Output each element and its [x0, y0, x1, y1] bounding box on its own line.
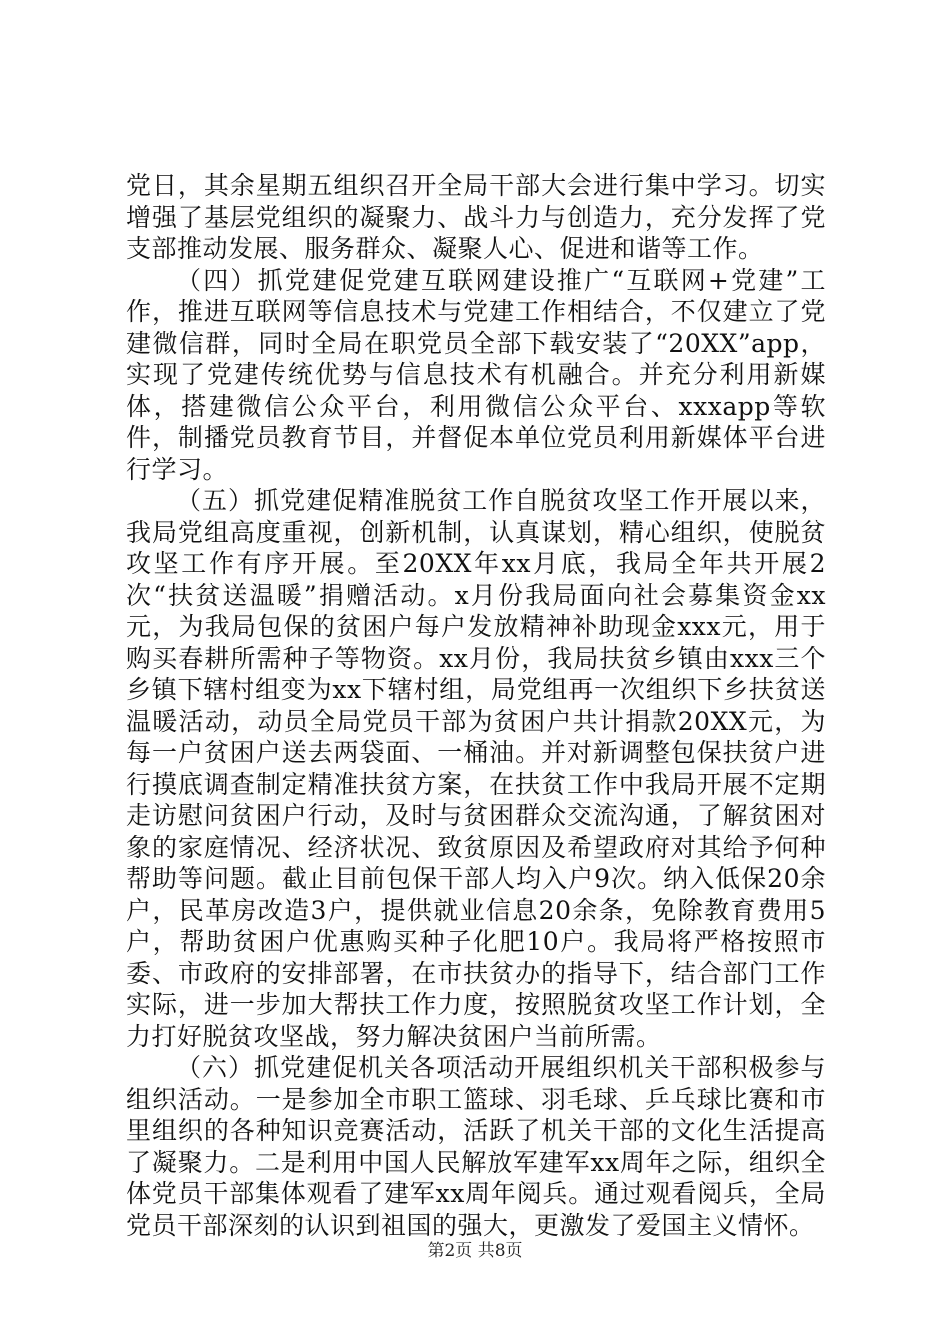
page-number-footer: 第2页 共8页 [427, 1241, 523, 1261]
paragraph-1: 党日，其余星期五组织召开全局干部大会进行集中学习。切实增强了基层党组织的凝聚力、战斗力与创造力，充分发挥了党支部推动发展、服务群众、凝聚人心、促进和谐等工作。 [126, 171, 826, 263]
paragraph-3: （五）抓党建促精准脱贫工作自脱贫攻坚工作开展以来，我局党组高度重视，创新机制，认真谋划，精心组织，使脱贫攻坚工作有序开展。至20XX年xx月底，我局全年共开展2次“扶贫送温暖”捐赠活动。x月份我局面向社会募集资金xx元，为我局包保的贫困户每户发放精神补助现金xxx元，用于购买春耕所需种子等物资。xx月份，我局扶贫乡镇由xxx三个乡镇下辖村组变为xx下辖村组，局党组再一次组织下乡扶贫送温暖活动，动员全局党员干部为贫困户共计捐款20XX元，为每一户贫困户送去两袋面、一桶油。并对新调整包保扶贫户进行摸底调查制定精准扶贫方案，在扶贫工作中我局开展不定期走访慰问贫困户行动，及时与贫困群众交流沟通，了解贫困对象的家庭情况、经济状况、致贫原因及希望政府对其给予何种帮助等问题。截止目前包保干部人均入户9次。纳入低保20余户，民革房改造3户，提供就业信息20余条，免除教育费用5户，帮助贫困户优惠购买种子化肥10户。我局将严格按照市委、市政府的安排部署，在市扶贫办的指导下，结合部门工作实际，进一步加大帮扶工作力度，按照脱贫攻坚工作计划，全力打好脱贫攻坚战，努力解决贫困户当前所需。 [126, 486, 826, 1051]
document-body [126, 170, 826, 1241]
paragraph-4: （六）抓党建促机关各项活动开展组织机关干部积极参与组织活动。一是参加全市职工篮球、羽毛球、乒乓球比赛和市里组织的各种知识竞赛活动，活跃了机关干部的文化生活提高了凝聚力。二是利用中国人民解放军建军xx周年之际，组织全体党员干部集体观看了建军xx周年阅兵。通过观看阅兵，全局党员干部深刻的认识到祖国的强大，更激发了爱国主义情怀。 [126, 1053, 826, 1240]
paragraph-2: （四）抓党建促党建互联网建设推广“互联网+党建”工作，推进互联网等信息技术与党建工作相结合，不仅建立了党建微信群，同时全局在职党员全部下载安装了“20XX”app，实现了党建传统优势与信息技术有机融合。并充分利用新媒体，搭建微信公众平台，利用微信公众平台、xxxapp等软件，制播党员教育节目，并督促本单位党员利用新媒体平台进行学习。 [126, 265, 826, 484]
